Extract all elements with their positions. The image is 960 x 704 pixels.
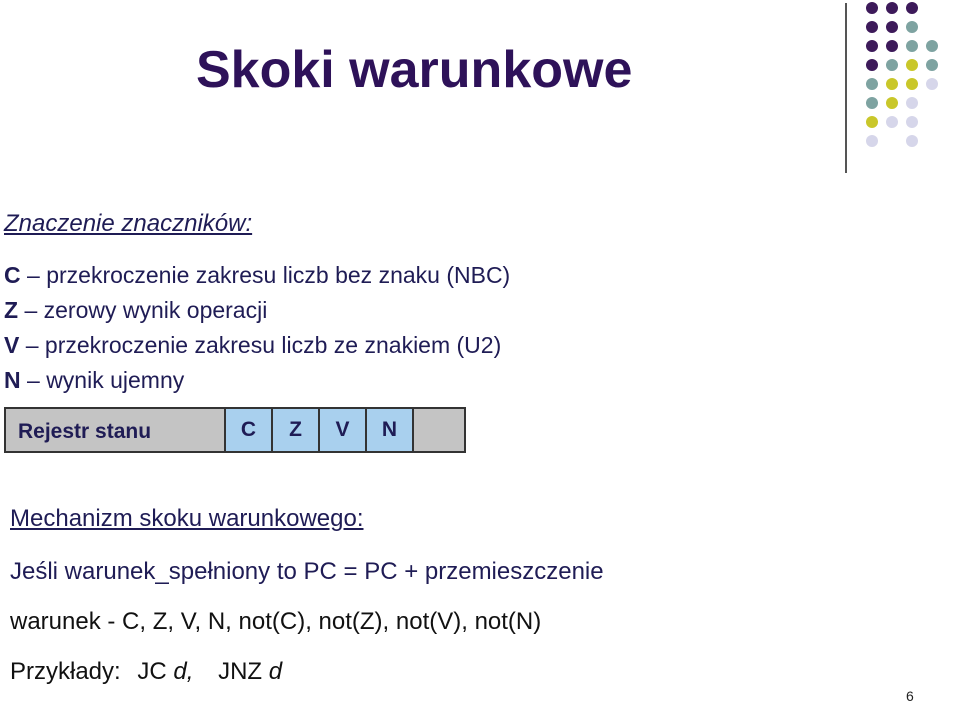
decorative-dot (906, 40, 918, 52)
decorative-dot (906, 2, 918, 14)
decorative-dot (866, 97, 878, 109)
flags-list (4, 258, 510, 398)
flag-item-v (4, 328, 510, 363)
decorative-dot (906, 59, 918, 71)
decorative-dot (926, 59, 938, 71)
decorative-dot (926, 78, 938, 90)
decorative-dot (886, 116, 898, 128)
decorative-dot (906, 116, 918, 128)
examples-label: Przykłady: (10, 658, 121, 685)
flag-item-z (4, 293, 510, 328)
decorative-dot (866, 2, 878, 14)
register-bit-z: Z (271, 409, 318, 451)
decorative-dot (906, 97, 918, 109)
flags-heading: Znaczenie znaczników: (4, 210, 253, 237)
example-1-arg: d, (173, 658, 194, 685)
flag-letter: V (4, 332, 20, 358)
decorative-dot (866, 135, 878, 147)
decorative-dot (866, 21, 878, 33)
register-label: Rejestr stanu (18, 420, 152, 443)
decorative-dot (906, 78, 918, 90)
register-divider (412, 409, 414, 451)
decorative-dot (886, 21, 898, 33)
condition-list: warunek - C, Z, V, N, not(C), not(Z), not(V), not(N) (10, 608, 542, 635)
register-bit-v: V (318, 409, 365, 451)
flag-item-c (4, 258, 510, 293)
decorative-dot (886, 97, 898, 109)
status-register-diagram (4, 407, 466, 453)
register-bit-n: N (365, 409, 412, 451)
example-1-op: JC (137, 658, 167, 685)
decorative-dot (906, 135, 918, 147)
decorative-dot (886, 40, 898, 52)
decorative-dot (866, 78, 878, 90)
flag-letter: Z (4, 297, 19, 323)
flag-letter: N (4, 367, 21, 393)
decorative-dot (866, 40, 878, 52)
decorative-dot (906, 21, 918, 33)
decorative-dot (886, 2, 898, 14)
slide-title: Skoki warunkowe (196, 41, 633, 99)
decorative-dot (886, 59, 898, 71)
examples (10, 658, 282, 686)
decorative-dot (866, 59, 878, 71)
mechanism-heading: Mechanizm skoku warunkowego: (10, 505, 364, 532)
flag-description: – wynik ujemny (27, 367, 185, 393)
page-number: 6 (906, 688, 914, 704)
flag-item-n (4, 363, 510, 398)
flag-description: – przekroczenie zakresu liczb ze znakiem (U2) (25, 332, 502, 358)
example-2-arg: d (268, 658, 283, 685)
flag-description: – zerowy wynik operacji (24, 297, 268, 323)
flag-letter: C (4, 262, 21, 288)
decorative-dot (926, 40, 938, 52)
example-2-op: JNZ (218, 658, 263, 685)
divider-line (845, 3, 847, 173)
decorative-dot (866, 116, 878, 128)
decorative-dot (886, 78, 898, 90)
jump-rule: Jeśli warunek_spełniony to PC = PC + przemieszczenie (10, 558, 604, 585)
register-bit-c: C (224, 409, 271, 451)
flag-description: – przekroczenie zakresu liczb bez znaku (NBC) (27, 262, 511, 288)
